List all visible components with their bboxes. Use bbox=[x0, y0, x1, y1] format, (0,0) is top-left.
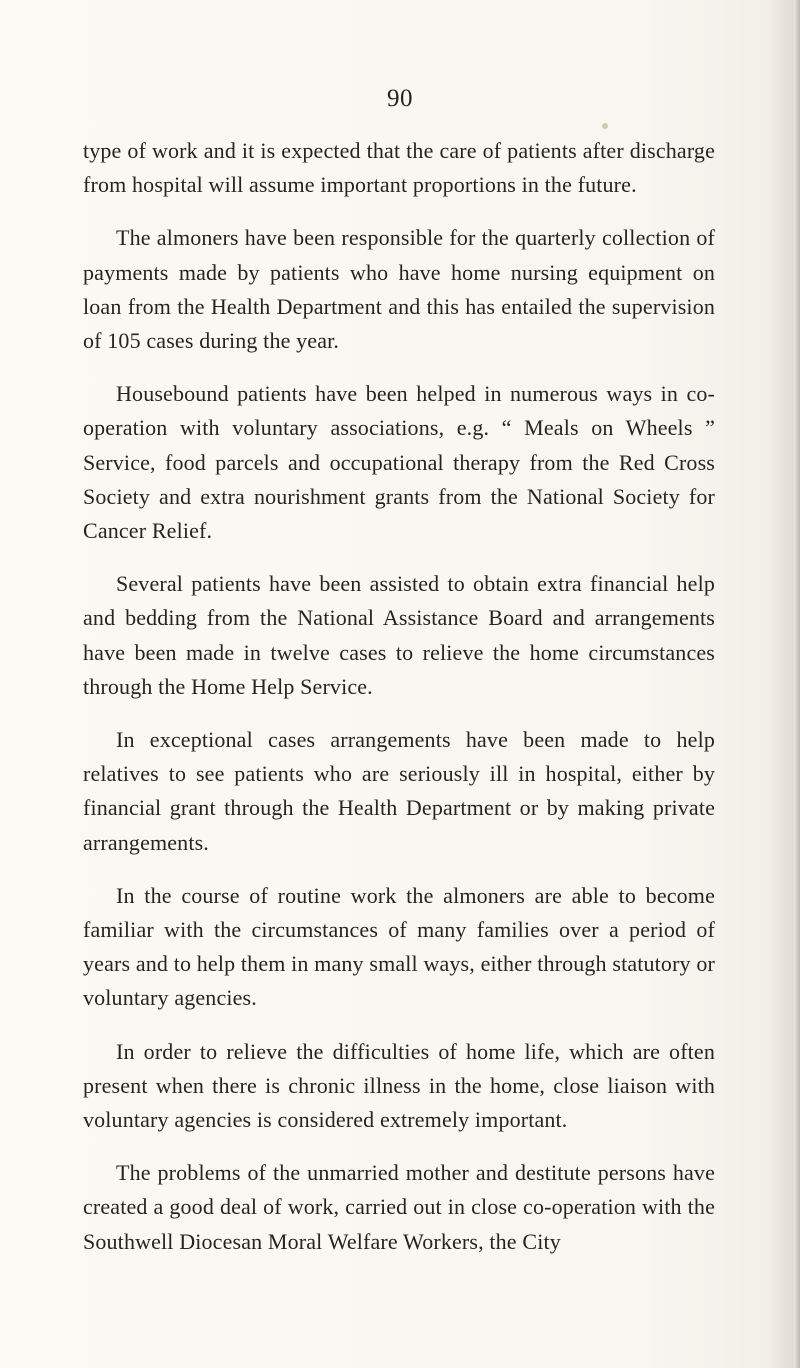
page-number: 90 bbox=[387, 85, 413, 112]
ink-speck bbox=[602, 123, 608, 129]
paragraph-routine-work: In the course of routine work the almoners are able to become familiar with the circumstances of many families over a period of years and to help them in many small ways, either through statutory or voluntary agencies. bbox=[83, 882, 715, 1011]
paragraph-exceptional-cases: In exceptional cases arrangements have been made to help relatives to see patients who are seriously ill in hospital, either by financial grant through the Health Department or by making private arrangements. bbox=[83, 727, 715, 855]
paragraph-home-life: In order to relieve the difficulties of home life, which are often present when there is chronic illness in the home, close liaison with voluntary agencies is considered extremely important. bbox=[83, 1038, 715, 1133]
page-edge-shadow bbox=[794, 0, 800, 1368]
paragraph-continuation: type of work and it is expected that the care of patients after discharge from hospital will assume important proportions in the future. bbox=[83, 138, 715, 198]
paragraph-almoners-collection: The almoners have been responsible for the quarterly collection of payments made by patients who have home nursing equipment on loan from the Health Department and this has entailed the supervision of 105 cases during the year. bbox=[83, 225, 715, 354]
paragraph-unmarried-mother: The problems of the unmarried mother and destitute persons have created a good deal of work, carried out in close co-operation with the Southwell Diocesan Moral Welfare Workers, the City bbox=[83, 1160, 715, 1254]
paragraph-housebound-patients: Housebound patients have been helped in numerous ways in co-operation with voluntary associations, e.g. “ Meals on Wheels ” Service, food parcels and occupational therapy from the Red Cross Society and extra nourishment grants from the National Society for Cancer Relief. bbox=[83, 381, 715, 544]
body-text bbox=[83, 134, 715, 1259]
paragraph-financial-help: Several patients have been assisted to obtain extra financial help and bedding from the National Assistance Board and arrangements have been made in twelve cases to relieve the home circumstances through the Home Help Service. bbox=[83, 571, 715, 699]
